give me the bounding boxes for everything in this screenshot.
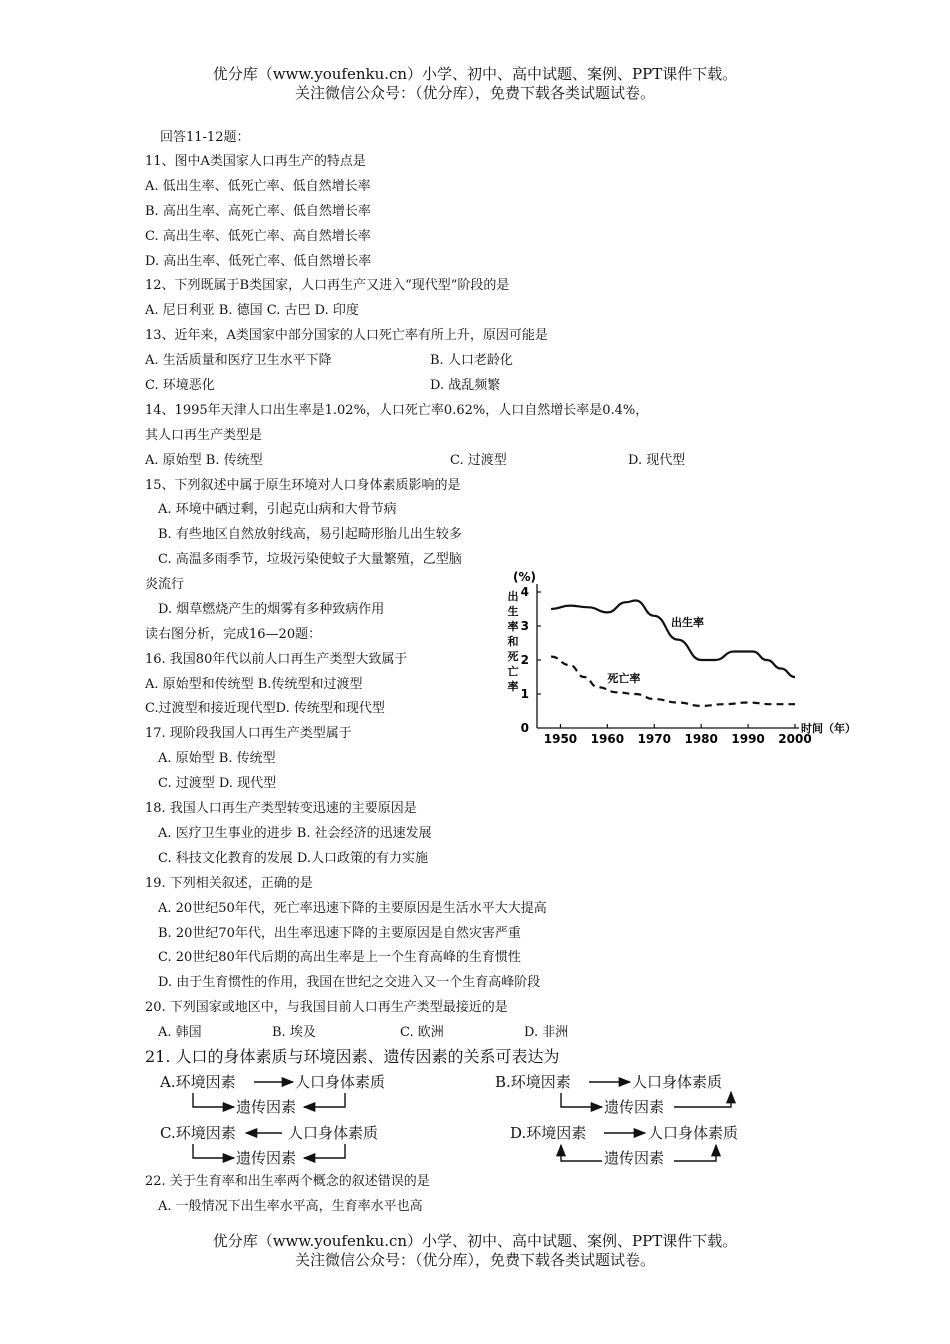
q15-option-d: D. 烟草燃烧产生的烟雾有多种致病作用: [158, 602, 385, 617]
q15-option-c-cont: 炎流行: [145, 577, 185, 592]
y-axis-label-char: 死: [507, 650, 519, 663]
diagram-d-env: D.环境因素: [510, 1124, 587, 1142]
population-rate-chart: [505, 565, 865, 745]
diagram-c-gene: 遗传因素: [236, 1149, 297, 1167]
q17-options-cd: C. 过渡型 D. 现代型: [158, 776, 277, 791]
series-line-death-rate: [551, 657, 795, 706]
q20-option-c: C. 欧洲: [400, 1025, 444, 1040]
diagram-b-gene: 遗传因素: [604, 1098, 665, 1116]
x-tick-label: 2000: [778, 732, 812, 746]
q14-option-d: D. 现代型: [628, 453, 686, 468]
q18-options-cd: C. 科技文化教育的发展 D.人口政策的有力实施: [158, 851, 428, 866]
q19-option-d: D. 由于生育惯性的作用，我国在世纪之交进入又一个生育高峰阶段: [158, 975, 541, 990]
question-11: 11、图中A类国家人口再生产的特点是: [145, 154, 366, 169]
q14-option-c: C. 过渡型: [450, 453, 507, 468]
q12-options: A. 尼日利亚 B. 德国 C. 古巴 D. 印度: [145, 303, 359, 318]
diagram-d-arrow-gene-env: [561, 1145, 602, 1161]
question-21: 21. 人口的身体素质与环境因素、遗传因素的关系可表达为: [145, 1047, 560, 1066]
diagram-b-arrow-env-gene: [561, 1093, 602, 1107]
intro-11-12: 回答11-12题：: [160, 130, 250, 145]
q20-option-b: B. 埃及: [272, 1025, 316, 1040]
x-tick-label: 1990: [731, 732, 765, 746]
q15-option-a: A. 环境中硒过剩，引起克山病和大骨节病: [158, 502, 397, 517]
y-axis-label-char: 生: [507, 605, 519, 618]
x-tick-label: 1950: [543, 732, 578, 746]
y-axis-label-char: 亡: [507, 665, 519, 678]
question-20: 20. 下列国家或地区中，与我国目前人口再生产类型最接近的是: [145, 1000, 508, 1015]
header-line-1: 优分库（www.youfenku.cn）小学、初中、高中试题、案例、PPT课件下载。: [212, 65, 738, 83]
q19-option-c: C. 20世纪80年代后期的高出生率是上一个生育高峰的生育惯性: [158, 950, 521, 965]
series-line-birth-rate: [551, 601, 795, 678]
q16-options-ab: A. 原始型和传统型 B.传统型和过渡型: [145, 677, 363, 692]
q13-option-a: A. 生活质量和医疗卫生水平下降: [145, 353, 332, 368]
diagram-c-body: 人口身体素质: [288, 1124, 379, 1142]
q20-option-d: D. 非洲: [524, 1025, 569, 1040]
x-tick-label: 1960: [590, 732, 625, 746]
q13-option-b: B. 人口老龄化: [430, 353, 513, 368]
diagram-a-arrow-body-gene: [304, 1093, 345, 1107]
y-tick-label: 0: [520, 721, 529, 735]
y-axis-label-char: 和: [507, 635, 519, 648]
question-16: 16. 我国80年代以前人口再生产类型大致属于: [145, 652, 408, 667]
question-22: 22. 关于生育率和出生率两个概念的叙述错误的是: [145, 1174, 430, 1189]
question-15: 15、下列叙述中属于原生环境对人口身体素质影响的是: [145, 478, 461, 493]
intro-16-20: 读右图分析，完成16—20题：: [145, 627, 322, 642]
y-unit-label: (%): [513, 570, 536, 584]
diagram-b-env: B.环境因素: [495, 1073, 571, 1091]
diagram-c-arrow-body-gene: [304, 1144, 345, 1158]
q17-options-ab: A. 原始型 B. 传统型: [158, 751, 276, 766]
series-label-death-rate: 死亡率: [607, 672, 641, 686]
diagram-c-env: C.环境因素: [160, 1124, 236, 1142]
diagram-d-arrow-gene-body: [674, 1145, 716, 1161]
q16-options-cd: C.过渡型和接近现代型D. 传统型和现代型: [145, 701, 385, 716]
question-12: 12、下列既属于B类国家，人口再生产又进入“现代型”阶段的是: [145, 278, 510, 293]
q13-option-c: C. 环境恶化: [145, 378, 215, 393]
footer-line-2: 关注微信公众号：（优分库），免费下载各类试题试卷。: [294, 1251, 655, 1269]
y-axis-label-char: 率: [507, 680, 519, 693]
diagram-a-gene: 遗传因素: [236, 1098, 297, 1116]
y-axis-label-char: 出: [507, 590, 519, 603]
question-17: 17. 现阶段我国人口再生产类型属于: [145, 726, 352, 741]
x-axis-label: 时间（年）: [801, 722, 856, 735]
question-19: 19. 下列相关叙述，正确的是: [145, 876, 313, 891]
diagram-a-env: A.环境因素: [160, 1073, 236, 1091]
q15-option-b: B. 有些地区自然放射线高，易引起畸形胎儿出生较多: [158, 527, 462, 542]
y-tick-label: 1: [520, 687, 529, 701]
x-tick-label: 1970: [637, 732, 671, 746]
header-line-2: 关注微信公众号：（优分库），免费下载各类试题试卷。: [294, 84, 655, 102]
q11-option-c: C. 高出生率、低死亡率、高自然增长率: [145, 229, 371, 244]
series-label-birth-rate: 出生率: [671, 616, 705, 629]
diagram-a-arrow-env-gene: [193, 1093, 234, 1107]
q19-option-a: A. 20世纪50年代，死亡率迅速下降的主要原因是生活水平大大提高: [158, 901, 547, 916]
y-axis-label-char: 率: [507, 620, 519, 633]
question-18: 18. 我国人口再生产类型转变迅速的主要原因是: [145, 801, 417, 816]
q15-option-c: C. 高温多雨季节，垃圾污染使蚊子大量繁殖，乙型脑: [158, 552, 462, 567]
x-tick-label: 1980: [684, 732, 718, 746]
q22-option-a: A. 一般情况下出生率水平高，生育率水平也高: [158, 1199, 423, 1214]
q11-option-d: D. 高出生率、低死亡率、低自然增长率: [145, 254, 372, 269]
question-14-cont: 其人口再生产类型是: [145, 428, 263, 443]
diagram-a-body: 人口身体素质: [295, 1073, 386, 1091]
q14-options-ab: A. 原始型 B. 传统型: [145, 453, 263, 468]
y-tick-label: 3: [520, 619, 529, 633]
q11-option-a: A. 低出生率、低死亡率、低自然增长率: [145, 179, 371, 194]
question-14: 14、1995年天津人口出生率是1.02%，人口死亡率0.62%，人口自然增长率是0.4%，: [145, 403, 649, 418]
y-tick-label: 4: [520, 585, 529, 599]
diagram-b-arrow-gene-body: [674, 1092, 731, 1107]
q19-option-b: B. 20世纪70年代，出生率迅速下降的主要原因是自然灾害严重: [158, 926, 521, 941]
question-13: 13、近年来，A类国家中部分国家的人口死亡率有所上升，原因可能是: [145, 328, 548, 343]
diagram-d-gene: 遗传因素: [604, 1149, 665, 1167]
q20-option-a: A. 韩国: [158, 1025, 202, 1040]
y-tick-label: 2: [520, 653, 529, 667]
q13-option-d: D. 战乱频繁: [430, 378, 501, 393]
q11-option-b: B. 高出生率、高死亡率、低自然增长率: [145, 204, 371, 219]
diagram-b-body: 人口身体素质: [632, 1073, 723, 1091]
diagram-d-body: 人口身体素质: [648, 1124, 739, 1142]
q18-options-ab: A. 医疗卫生事业的进步 B. 社会经济的迅速发展: [158, 826, 432, 841]
diagram-c-arrow-env-gene: [193, 1144, 234, 1158]
footer-line-1: 优分库（www.youfenku.cn）小学、初中、高中试题、案例、PPT课件下载。: [212, 1232, 738, 1250]
